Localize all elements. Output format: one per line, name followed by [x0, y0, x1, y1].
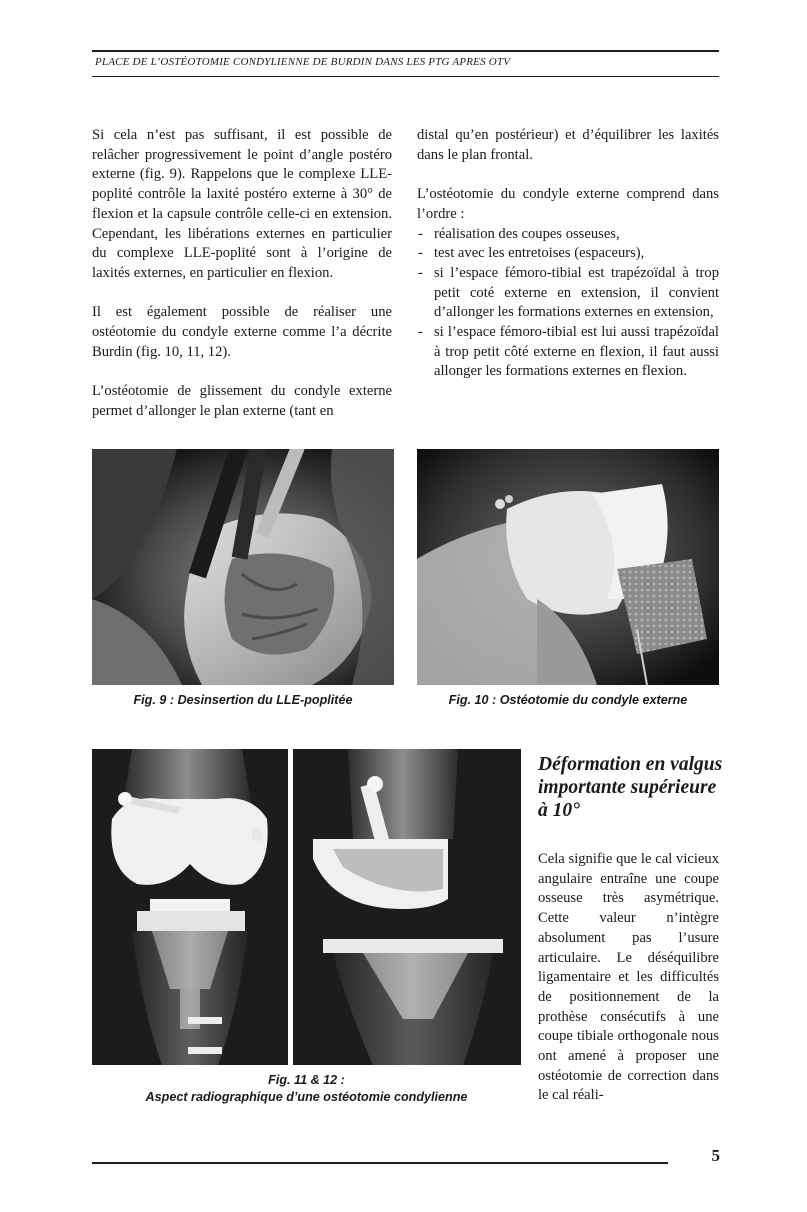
list-item: - si l’espace fémoro-tibial est trapézoïdal à trop petit coté externe en extension, il convient d’allonger les formations externes en extension,: [417, 264, 719, 323]
section-body: [538, 850, 719, 1106]
figure-12-xray: [293, 749, 521, 1065]
surgical-photo-illustration: [92, 449, 394, 685]
page-number: 5: [711, 1146, 720, 1165]
section-heading: Déformation en valgus importante supérieure à 10°: [538, 754, 723, 821]
text-column-left: [92, 126, 392, 422]
xray-frontal-view-illustration: [92, 749, 288, 1065]
list-item: - test avec les entretoises (espaceurs),: [417, 244, 719, 264]
caption-line: Fig. 11 & 12 :: [268, 1073, 345, 1087]
figure-10-caption: Fig. 10 : Ostéotomie du condyle externe: [448, 693, 688, 707]
text-column-right: [417, 126, 719, 382]
footer-rule: [92, 1162, 668, 1164]
paragraph: Il est également possible de réaliser une ostéotomie du condyle externe comme l’a décrite Burdin (fig. 10, 11, 12).: [92, 304, 392, 360]
paragraph: distal qu’en postérieur) et d’équilibrer les laxités dans le plan frontal.: [417, 127, 719, 163]
figure-11-12-caption: [92, 1072, 521, 1106]
caption-line: Aspect radiographique d’une ostéotomie condylienne: [145, 1090, 468, 1104]
header-rule-top: [92, 50, 719, 52]
figure-9-caption: Fig. 9 : Desinsertion du LLE-poplitée: [133, 693, 353, 707]
surgical-photo-illustration: [417, 449, 719, 685]
paragraph: Cela signifie que le cal vicieux angulaire entraîne une coupe osseuse très asymétrique. Cette valeur n’intègre absolument pas l’usure articulaire. Le déséquilibre ligamentaire et les difficultés de positionnement de la prothèse consécutifs à une coupe tibiale orthogonale nous ont amené à proposer une ostéotomie de correction dans le cal réali-: [538, 851, 719, 1104]
paragraph: L’ostéotomie du condyle externe comprend dans l’ordre :: [417, 186, 719, 222]
figure-9-photo: [92, 449, 394, 685]
list-item: - si l’espace fémoro-tibial est lui aussi trapézoïdal à trop petit côté externe en flexion, il faut aussi allonger les formations externes en flexion.: [417, 323, 719, 382]
list-item: - réalisation des coupes osseuses,: [417, 225, 719, 245]
procedure-steps-list: [417, 225, 719, 383]
figure-11-xray: [92, 749, 288, 1065]
running-title: PLACE DE L’OSTÉOTOMIE CONDYLIENNE DE BURDIN DANS LES PTG APRES OTV: [95, 56, 511, 68]
paragraph: L’ostéotomie de glissement du condyle externe permet d’allonger le plan externe (tant en: [92, 383, 392, 419]
header-rule-bottom: [92, 76, 719, 77]
xray-lateral-view-illustration: [293, 749, 521, 1065]
figure-10-photo: [417, 449, 719, 685]
paragraph: Si cela n’est pas suffisant, il est possible de relâcher progressivement le point d’angle postéro externe (fig. 9). Rappelons que le complexe LLE-poplité contrôle la laxité postéro externe à 30° de flexion et la capsule contrôle celle-ci en extension. Cependant, les libérations externes en particulier du complexe LLE-poplité sont à l’origine de laxités externes, en particulier en flexion.: [92, 127, 392, 281]
